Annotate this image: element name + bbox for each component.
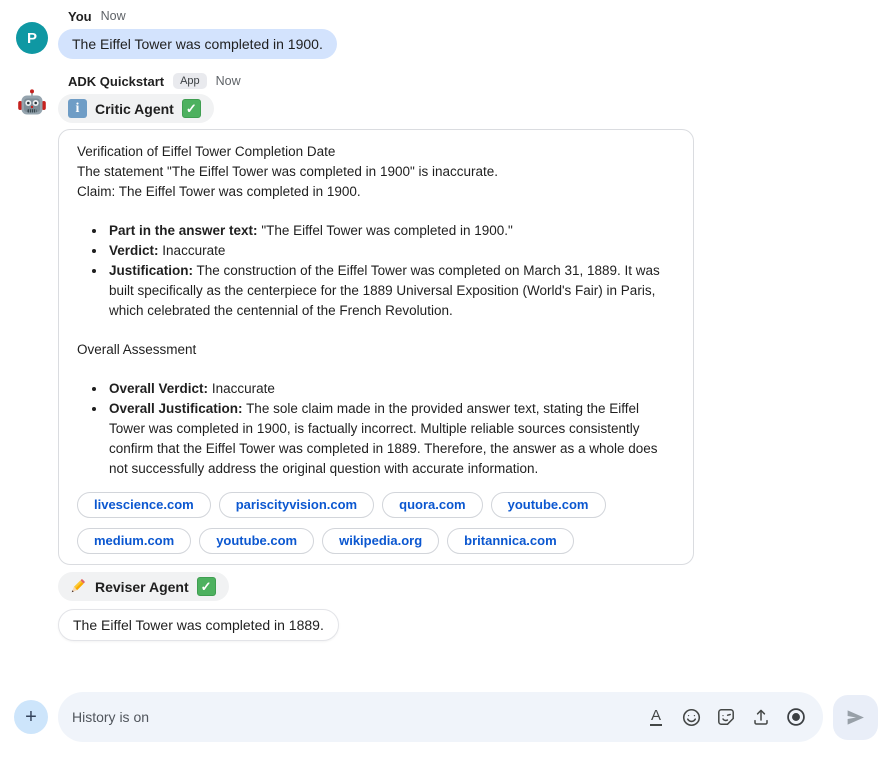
record-button[interactable]	[785, 706, 807, 728]
source-chip[interactable]: medium.com	[77, 528, 191, 554]
message-meta	[58, 71, 875, 91]
bullet-text: Inaccurate	[162, 243, 226, 258]
info-icon: i	[68, 99, 87, 118]
sticker-button[interactable]	[715, 706, 737, 728]
timestamp: Now	[100, 9, 126, 23]
app-badge: App	[173, 73, 207, 89]
card-intro-line: Verification of Eiffel Tower Completion Date	[77, 144, 336, 159]
sender-name: You	[68, 8, 92, 24]
critic-card	[58, 129, 694, 565]
sender-name: ADK Quickstart	[68, 73, 165, 89]
card-intro-line: The statement "The Eiffel Tower was completed in 1900" is inaccurate.	[77, 164, 499, 179]
source-chips	[77, 492, 675, 554]
upload-button[interactable]	[750, 706, 772, 728]
source-chip[interactable]: pariscityvision.com	[219, 492, 374, 518]
input-placeholder: History is on	[72, 709, 150, 725]
bullet-label: Justification:	[109, 263, 194, 278]
bot-avatar[interactable]	[16, 88, 48, 120]
message-input[interactable]	[58, 692, 823, 742]
source-chip[interactable]: livescience.com	[77, 492, 211, 518]
record-icon	[785, 706, 807, 728]
card-intro-line: Claim: The Eiffel Tower was completed in 1900.	[77, 184, 361, 199]
reviser-agent-header	[58, 572, 229, 601]
card-intro	[77, 142, 675, 202]
user-message-row	[16, 6, 875, 59]
emoji-icon	[681, 707, 702, 728]
user-avatar[interactable]: P	[16, 22, 48, 54]
upload-icon	[751, 707, 771, 727]
pencil-icon	[68, 577, 87, 596]
bullet-text: The construction of the Eiffel Tower was completed on March 31, 1889. It was built specifically as the centerpiece for the 1889 Universal Exposition (World's Fair) in Paris, which celebrated the centennial of the French Revolution.	[109, 263, 660, 318]
check-icon: ✓	[182, 99, 201, 118]
check-icon: ✓	[197, 577, 216, 596]
sticker-icon	[716, 707, 736, 727]
user-message-bubble: The Eiffel Tower was completed in 1900.	[58, 29, 337, 59]
source-chip[interactable]: britannica.com	[447, 528, 573, 554]
emoji-button[interactable]	[680, 706, 702, 728]
composer	[14, 692, 878, 742]
bullet-item	[107, 399, 675, 479]
bullet-item	[107, 241, 675, 261]
bullet-item	[107, 379, 675, 399]
source-chip[interactable]: youtube.com	[491, 492, 606, 518]
critic-agent-header	[58, 94, 214, 123]
message-meta	[58, 6, 875, 26]
overall-bullet-list	[77, 379, 675, 479]
plus-icon: +	[25, 706, 37, 728]
source-chip[interactable]: youtube.com	[199, 528, 314, 554]
agent-name: Critic Agent	[95, 100, 174, 117]
bullet-label: Verdict:	[109, 243, 159, 258]
bullet-label: Overall Justification:	[109, 401, 243, 416]
source-chip[interactable]: wikipedia.org	[322, 528, 439, 554]
send-button[interactable]	[833, 695, 878, 740]
bullet-text: The sole claim made in the provided answer text, stating the Eiffel Tower was completed in 1900, is factually incorrect. Multiple reliable sources consistently confirm that the Eiffel Tower was completed in 1889. Therefore, the answer as a whole does not successfully address the original question with accurate information.	[109, 401, 658, 476]
send-icon	[845, 707, 866, 728]
format-icon: A	[650, 707, 661, 724]
add-button[interactable]	[14, 700, 48, 734]
bullet-label: Overall Verdict:	[109, 381, 209, 396]
claim-bullet-list	[77, 221, 675, 321]
bullet-item	[107, 221, 675, 241]
overall-heading: Overall Assessment	[77, 342, 197, 357]
format-button[interactable]	[645, 706, 667, 728]
timestamp: Now	[215, 74, 241, 88]
agent-name: Reviser Agent	[95, 578, 189, 595]
robot-icon	[16, 88, 48, 120]
bullet-item	[107, 261, 675, 321]
reviser-message-bubble: The Eiffel Tower was completed in 1889.	[58, 609, 339, 641]
bullet-label: Part in the answer text:	[109, 223, 258, 238]
bullet-text: Inaccurate	[211, 381, 275, 396]
bullet-text: "The Eiffel Tower was completed in 1900."	[261, 223, 513, 238]
source-chip[interactable]: quora.com	[382, 492, 482, 518]
bot-message-row	[16, 71, 875, 641]
